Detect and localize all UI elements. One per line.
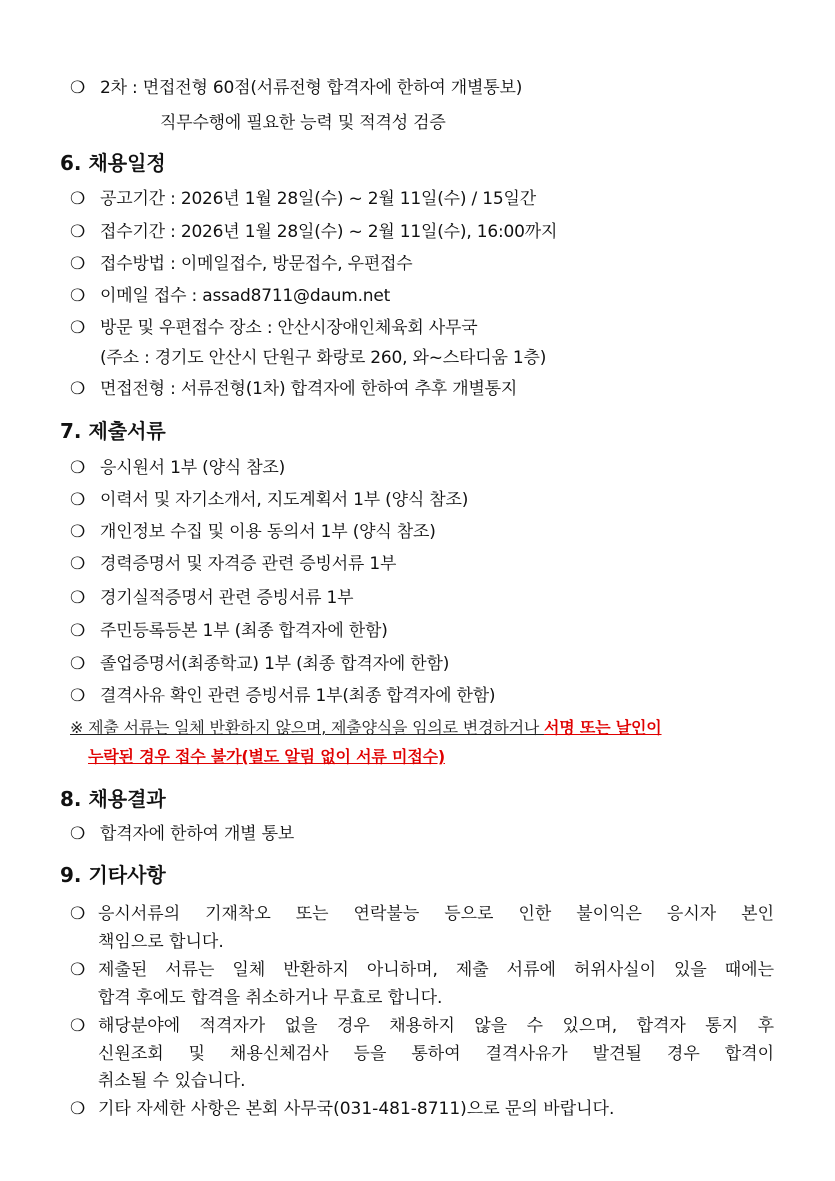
item-text: 응시원서 1부 (양식 참조) [100,458,286,478]
bullet-icon: ❍ [70,824,86,844]
section-8-title: 8. 채용결과 [60,787,166,811]
list-item [70,552,396,576]
bullet-icon: ❍ [70,78,86,98]
list-item [70,652,449,676]
list-item-line: 기타 자세한 사항은 본회 사무국(031-481-8711)으로 문의 바랍니다. [98,1099,615,1119]
list-item [70,520,436,544]
bullet-icon: ❍ [70,686,86,706]
list-item-line: 신원조회 및 채용신체검사 등을 통하여 결격사유가 발견될 경우 합격이 [98,1044,774,1064]
list-item-line: 제출된 서류는 일체 반환하지 아니하며, 제출 서류에 허위사실이 있을 때에는 [98,960,774,980]
section-9-title: 9. 기타사항 [60,863,166,887]
notice-warning-text: 서명 또는 날인이 [543,718,662,737]
item-text: 이력서 및 자기소개서, 지도계획서 1부 (양식 참조) [100,490,469,510]
bullet-icon: ❍ [70,318,86,338]
item-text: 접수방법 : 이메일접수, 방문접수, 우편접수 [100,254,413,274]
item-text: 공고기간 : 2026년 1월 28일(수) ~ 2월 11일(수) / 15일간 [100,189,536,209]
list-item [70,456,285,480]
list-item [70,187,536,211]
bullet-icon: ❍ [70,588,86,608]
list-item [70,684,495,708]
section-7-title: 7. 제출서류 [60,419,166,443]
item-text: 결격사유 확인 관련 증빙서류 1부(최종 합격자에 한함) [100,686,496,706]
bullet-icon: ❍ [70,522,86,542]
list-item-line: 취소될 수 있습니다. [98,1071,246,1091]
address-line: (주소 : 경기도 안산시 단원구 화랑로 260, 와~스타디움 1층) [100,348,547,368]
item-text: 2차 : 면접전형 60점(서류전형 합격자에 한하여 개별통보) [100,78,523,98]
list-item [70,76,522,100]
item-text: 경기실적증명서 관련 증빙서류 1부 [100,588,354,608]
list-item [70,284,390,308]
list-item [70,220,557,244]
item-text: 주민등록등본 1부 (최종 합격자에 한함) [100,621,388,641]
list-item [70,586,353,610]
bullet-icon: ❍ [70,904,86,924]
bullet-icon: ❍ [70,222,86,242]
notice-line-2 [88,745,445,769]
notice-warning-text: 누락된 경우 접수 불가(별도 알림 없이 서류 미접수) [88,747,445,766]
bullet-icon: ❍ [70,254,86,274]
list-item-line: 해당분야에 적격자가 없을 경우 채용하지 않을 수 있으며, 합격자 통지 후 [98,1016,774,1036]
list-item [70,377,517,401]
item-text: 경력증명서 및 자격증 관련 증빙서류 1부 [100,554,397,574]
item-text: 졸업증명서(최종학교) 1부 (최종 합격자에 한함) [100,654,450,674]
bullet-icon: ❍ [70,621,86,641]
bullet-icon: ❍ [70,1016,86,1036]
list-item [70,488,468,512]
bullet-icon: ❍ [70,379,86,399]
list-item [70,316,477,340]
list-item-continuation: 직무수행에 필요한 능력 및 적격성 검증 [160,113,446,133]
bullet-icon: ❍ [70,458,86,478]
list-item-line: 합격 후에도 합격을 취소하거나 무효로 합니다. [98,988,443,1008]
notice-line-1 [70,716,662,740]
bullet-icon: ❍ [70,286,86,306]
item-text: 접수기간 : 2026년 1월 28일(수) ~ 2월 11일(수), 16:00까지 [100,222,558,242]
item-text: 개인정보 수집 및 이용 동의서 1부 (양식 참조) [100,522,436,542]
list-item [70,252,413,276]
bullet-icon: ❍ [70,960,86,980]
bullet-icon: ❍ [70,554,86,574]
item-text: 방문 및 우편접수 장소 : 안산시장애인체육회 사무국 [100,318,478,338]
item-text: 합격자에 한하여 개별 통보 [100,824,295,844]
bullet-icon: ❍ [70,490,86,510]
bullet-icon: ❍ [70,654,86,674]
list-item [70,619,388,643]
list-item-line: 책임으로 합니다. [98,932,224,952]
notice-text: ※ 제출 서류는 일체 반환하지 않으며, 제출양식을 임의로 변경하거나 [70,718,544,737]
item-text: 면접전형 : 서류전형(1차) 합격자에 한하여 추후 개별통지 [100,379,518,399]
bullet-icon: ❍ [70,189,86,209]
section-6-title: 6. 채용일정 [60,151,166,175]
list-item [70,822,294,846]
item-text: 이메일 접수 : assad8711@daum.net [100,286,391,306]
list-item-line: 응시서류의 기재착오 또는 연락불능 등으로 인한 불이익은 응시자 본인 [98,904,774,924]
bullet-icon: ❍ [70,1099,86,1119]
